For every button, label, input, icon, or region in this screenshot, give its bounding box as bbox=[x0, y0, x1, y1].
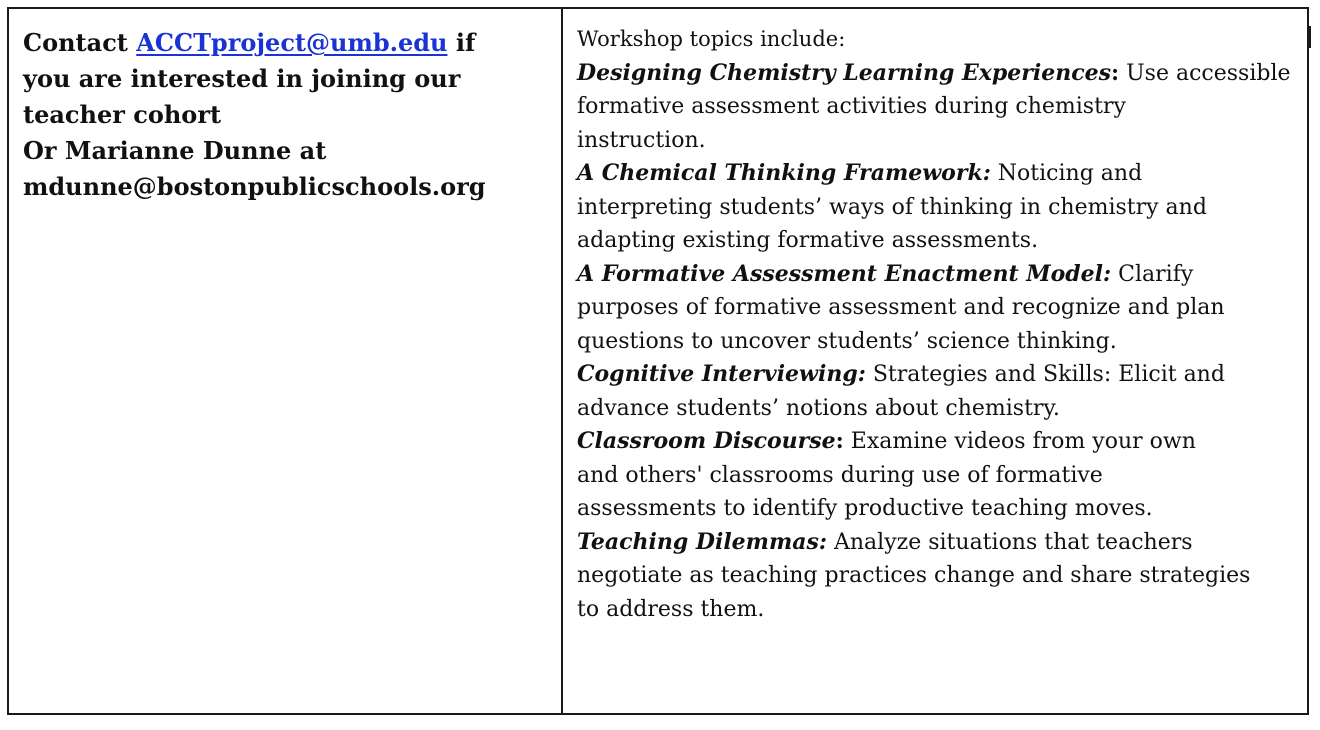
topic-title: Teaching Dilemmas: bbox=[577, 528, 827, 555]
topic-description: Examine videos from your own bbox=[843, 429, 1196, 454]
topic-line bbox=[577, 191, 1301, 225]
contact-line-5: mdunne@bostonpublicschools.org bbox=[23, 172, 486, 201]
topic-colon: : bbox=[1111, 59, 1120, 86]
info-table bbox=[7, 7, 1309, 715]
edge-mark bbox=[1308, 26, 1311, 48]
topic-description: negotiate as teaching practices change and share strategies bbox=[577, 563, 1251, 588]
topic-title: Cognitive Interviewing: bbox=[577, 361, 866, 387]
topic-line bbox=[577, 224, 1301, 258]
topic-line bbox=[577, 157, 1301, 191]
contact-line-1 bbox=[23, 25, 551, 61]
topic-description: interpreting students’ ways of thinking in chemistry and bbox=[577, 194, 1207, 220]
contact-cell bbox=[9, 9, 563, 713]
contact-line-3: teacher cohort bbox=[23, 100, 222, 129]
topics-intro: Workshop topics include: bbox=[577, 27, 846, 51]
workshop-cell bbox=[563, 9, 1307, 713]
topic-description: Clarify bbox=[1111, 261, 1194, 287]
topic-description: purposes of formative assessment and recognize and plan bbox=[577, 295, 1225, 320]
topic-line bbox=[577, 559, 1301, 593]
email-link[interactable]: ACCTproject@umb.edu bbox=[136, 28, 448, 57]
topic-description: Analyze situations that teachers bbox=[827, 529, 1193, 555]
topic-line bbox=[577, 459, 1301, 493]
topic-line bbox=[577, 492, 1301, 526]
contact-line-4: Or Marianne Dunne at bbox=[23, 136, 327, 165]
topic-description: and others' classrooms during use of formative bbox=[577, 462, 1103, 488]
topic-description: assessments to identify productive teaching moves. bbox=[577, 496, 1153, 521]
topic-title: Designing Chemistry Learning Experiences bbox=[577, 59, 1111, 86]
topic-title: Classroom Discourse bbox=[577, 428, 836, 454]
topic-line bbox=[577, 526, 1301, 560]
topic-line bbox=[577, 593, 1301, 627]
contact-suffix: if bbox=[447, 28, 476, 57]
topic-description: instruction. bbox=[577, 127, 706, 153]
topic-description: advance students’ notions about chemistry. bbox=[577, 395, 1060, 421]
contact-text bbox=[23, 25, 551, 205]
topic-line bbox=[577, 325, 1301, 359]
contact-line-2: you are interested in joining our bbox=[23, 64, 461, 93]
topic-description: to address them. bbox=[577, 596, 765, 622]
topic-title: A Chemical Thinking Framework: bbox=[577, 160, 991, 186]
topic-line bbox=[577, 90, 1301, 124]
topic-line bbox=[577, 392, 1301, 426]
topic-line bbox=[577, 258, 1301, 292]
topic-line bbox=[577, 291, 1301, 325]
topic-line bbox=[577, 124, 1301, 158]
topic-title: A Formative Assessment Enactment Model: bbox=[577, 260, 1112, 287]
topic-line bbox=[577, 57, 1301, 91]
topic-colon: : bbox=[835, 428, 844, 454]
topic-description: Noticing and bbox=[990, 161, 1143, 186]
topic-description: adapting existing formative assessments. bbox=[577, 228, 1039, 253]
topic-description: Use accessible bbox=[1119, 60, 1291, 86]
topic-description: Strategies and Skills: Elicit and bbox=[865, 362, 1225, 387]
contact-prefix: Contact bbox=[23, 28, 137, 57]
topic-line bbox=[577, 425, 1301, 459]
topic-description: formative assessment activities during chemistry bbox=[577, 94, 1126, 119]
topic-list bbox=[577, 57, 1301, 627]
topic-description: questions to uncover students’ science thinking. bbox=[577, 328, 1117, 354]
workshop-topics bbox=[577, 23, 1301, 626]
topic-line bbox=[577, 358, 1301, 392]
